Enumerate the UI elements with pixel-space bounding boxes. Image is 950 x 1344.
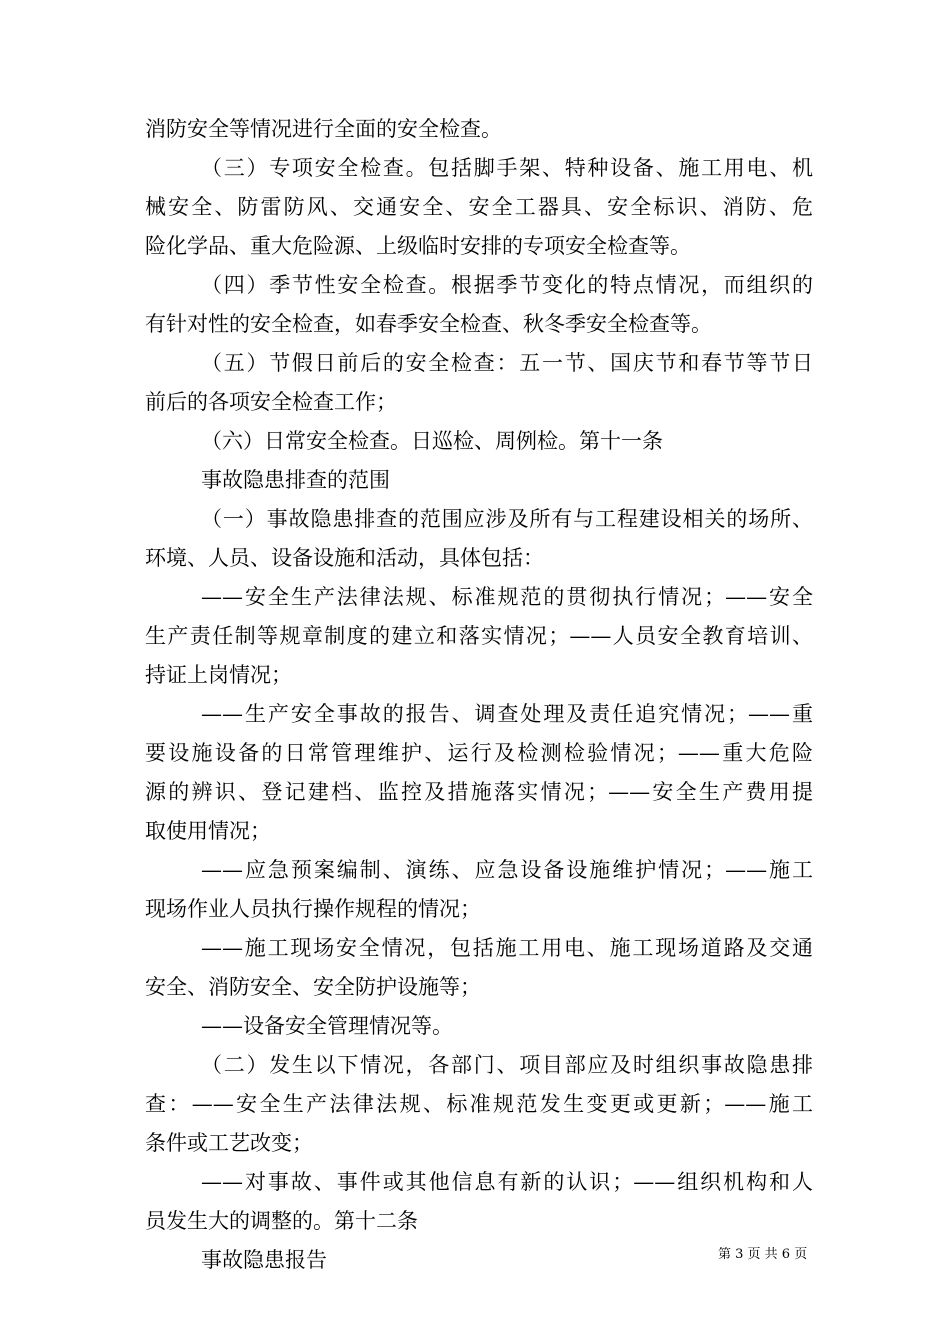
text-line: （六）日常安全检查。日巡检、周例检。第十一条 [201,429,663,453]
text-line: 有针对性的安全检查，如春季安全检查、秋冬季安全检查等。 [145,312,712,336]
text-line: 查：——安全生产法律法规、标准规范发生变更或更新；——施工 [145,1092,813,1116]
text-line: 械安全、防雷防风、交通安全、安全工器具、安全标识、消防、危 [145,195,813,219]
text-line: ——对事故、事件或其他信息有新的认识；——组织机构和人 [201,1170,813,1194]
text-line: 安全、消防安全、安全防护设施等； [145,975,481,999]
text-line: 事故隐患报告 [201,1248,327,1272]
text-line: 消防安全等情况进行全面的安全检查。 [145,117,502,141]
text-line: （三）专项安全检查。包括脚手架、特种设备、施工用电、机 [201,156,813,180]
text-line: 要设施设备的日常管理维护、运行及检测检验情况；——重大危险 [145,741,813,765]
text-line: （一）事故隐患排查的范围应涉及所有与工程建设相关的场所、 [201,507,813,531]
text-line: 生产责任制等规章制度的建立和落实情况；——人员安全教育培训、 [145,624,813,648]
text-line: （四）季节性安全检查。根据季节变化的特点情况，而组织的 [201,273,813,297]
text-line: ——安全生产法律法规、标准规范的贯彻执行情况；——安全 [201,585,813,609]
text-line: 源的辨识、登记建档、监控及措施落实情况；——安全生产费用提 [145,780,813,804]
text-line: 环境、人员、设备设施和活动，具体包括： [145,546,544,570]
text-line: （二）发生以下情况，各部门、项目部应及时组织事故隐患排 [201,1053,813,1077]
document-body [145,110,813,1280]
text-line: ——设备安全管理情况等。 [201,1014,453,1038]
text-line: ——应急预案编制、演练、应急设备设施维护情况；——施工 [201,858,813,882]
text-line: ——施工现场安全情况，包括施工用电、施工现场道路及交通 [201,936,813,960]
text-line: 事故隐患排查的范围 [201,468,390,492]
text-line: 前后的各项安全检查工作； [145,390,397,414]
text-line: ——生产安全事故的报告、调查处理及责任追究情况；——重 [201,702,813,726]
text-line: 险化学品、重大危险源、上级临时安排的专项安全检查等。 [145,234,691,258]
text-line: （五）节假日前后的安全检查：五一节、国庆节和春节等节日 [201,351,813,375]
text-line: 员发生大的调整的。第十二条 [145,1209,418,1233]
page-number: 第 3 页 共 6 页 [718,1247,808,1262]
text-line: 条件或工艺改变； [145,1131,313,1155]
text-line: 现场作业人员执行操作规程的情况； [145,897,481,921]
text-line: 持证上岗情况； [145,663,292,687]
text-line: 取使用情况； [145,819,271,843]
